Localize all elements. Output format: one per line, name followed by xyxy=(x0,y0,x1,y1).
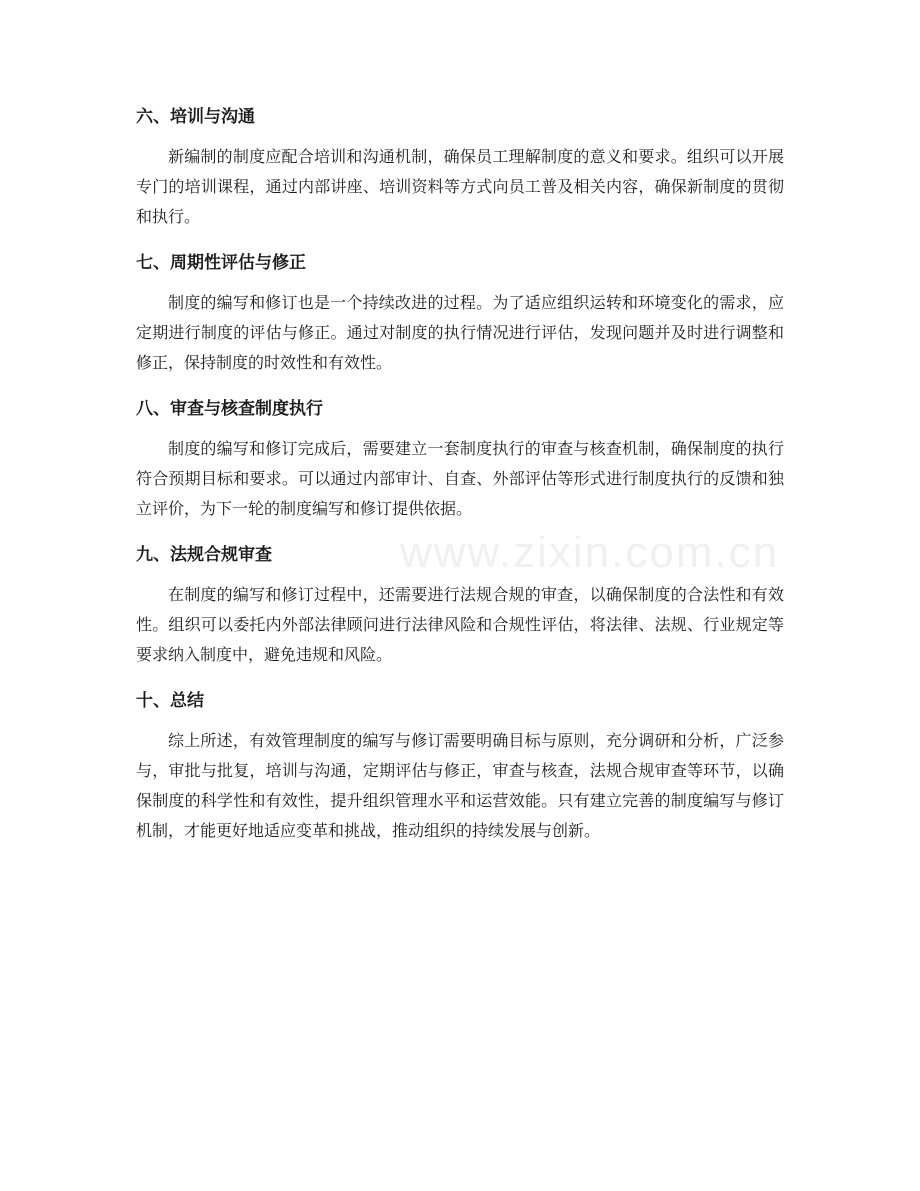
section-heading: 十、总结 xyxy=(136,691,204,711)
section-paragraph: 综上所述，有效管理制度的编写与修订需要明确目标与原则，充分调研和分析，广泛参与，审批与批复，培训与沟通，定期评估与修正，审查与核查，法规合规审查等环节，以确保制度的科学性和有效性，提升组织管理水平和运营效能。只有建立完善的制度编写与修订机制，才能更好地适应变革和挑战，推动组织的持续发展与创新。 xyxy=(136,731,784,840)
section-training xyxy=(136,106,784,232)
section-heading: 七、周期性评估与修正 xyxy=(136,253,306,273)
section-compliance xyxy=(136,544,784,670)
section-audit xyxy=(136,398,784,524)
section-paragraph: 制度的编写和修订也是一个持续改进的过程。为了适应组织运转和环境变化的需求，应定期进行制度的评估与修正。通过对制度的执行情况进行评估，发现问题并及时进行调整和修正，保持制度的时效性和有效性。 xyxy=(136,293,784,372)
section-paragraph: 制度的编写和修订完成后，需要建立一套制度执行的审查与核查机制，确保制度的执行符合预期目标和要求。可以通过内部审计、自查、外部评估等形式进行制度执行的反馈和独立评价，为下一轮的制度编写和修订提供依据。 xyxy=(136,439,784,518)
section-summary xyxy=(136,690,784,846)
section-heading: 九、法规合规审查 xyxy=(136,545,272,565)
section-heading: 六、培训与沟通 xyxy=(136,107,255,127)
section-paragraph: 在制度的编写和修订过程中，还需要进行法规合规的审查，以确保制度的合法性和有效性。组织可以委托内外部法律顾问进行法律风险和合规性评估，将法律、法规、行业规定等要求纳入制度中，避免违规和风险。 xyxy=(136,585,784,664)
section-periodic-review xyxy=(136,252,784,378)
section-heading: 八、审查与核查制度执行 xyxy=(136,399,323,419)
document-body xyxy=(136,106,784,866)
section-paragraph: 新编制的制度应配合培训和沟通机制，确保员工理解制度的意义和要求。组织可以开展专门的培训课程，通过内部讲座、培训资料等方式向员工普及相关内容，确保新制度的贯彻和执行。 xyxy=(136,147,784,226)
watermark: www.zixin.com.cn xyxy=(400,528,780,577)
